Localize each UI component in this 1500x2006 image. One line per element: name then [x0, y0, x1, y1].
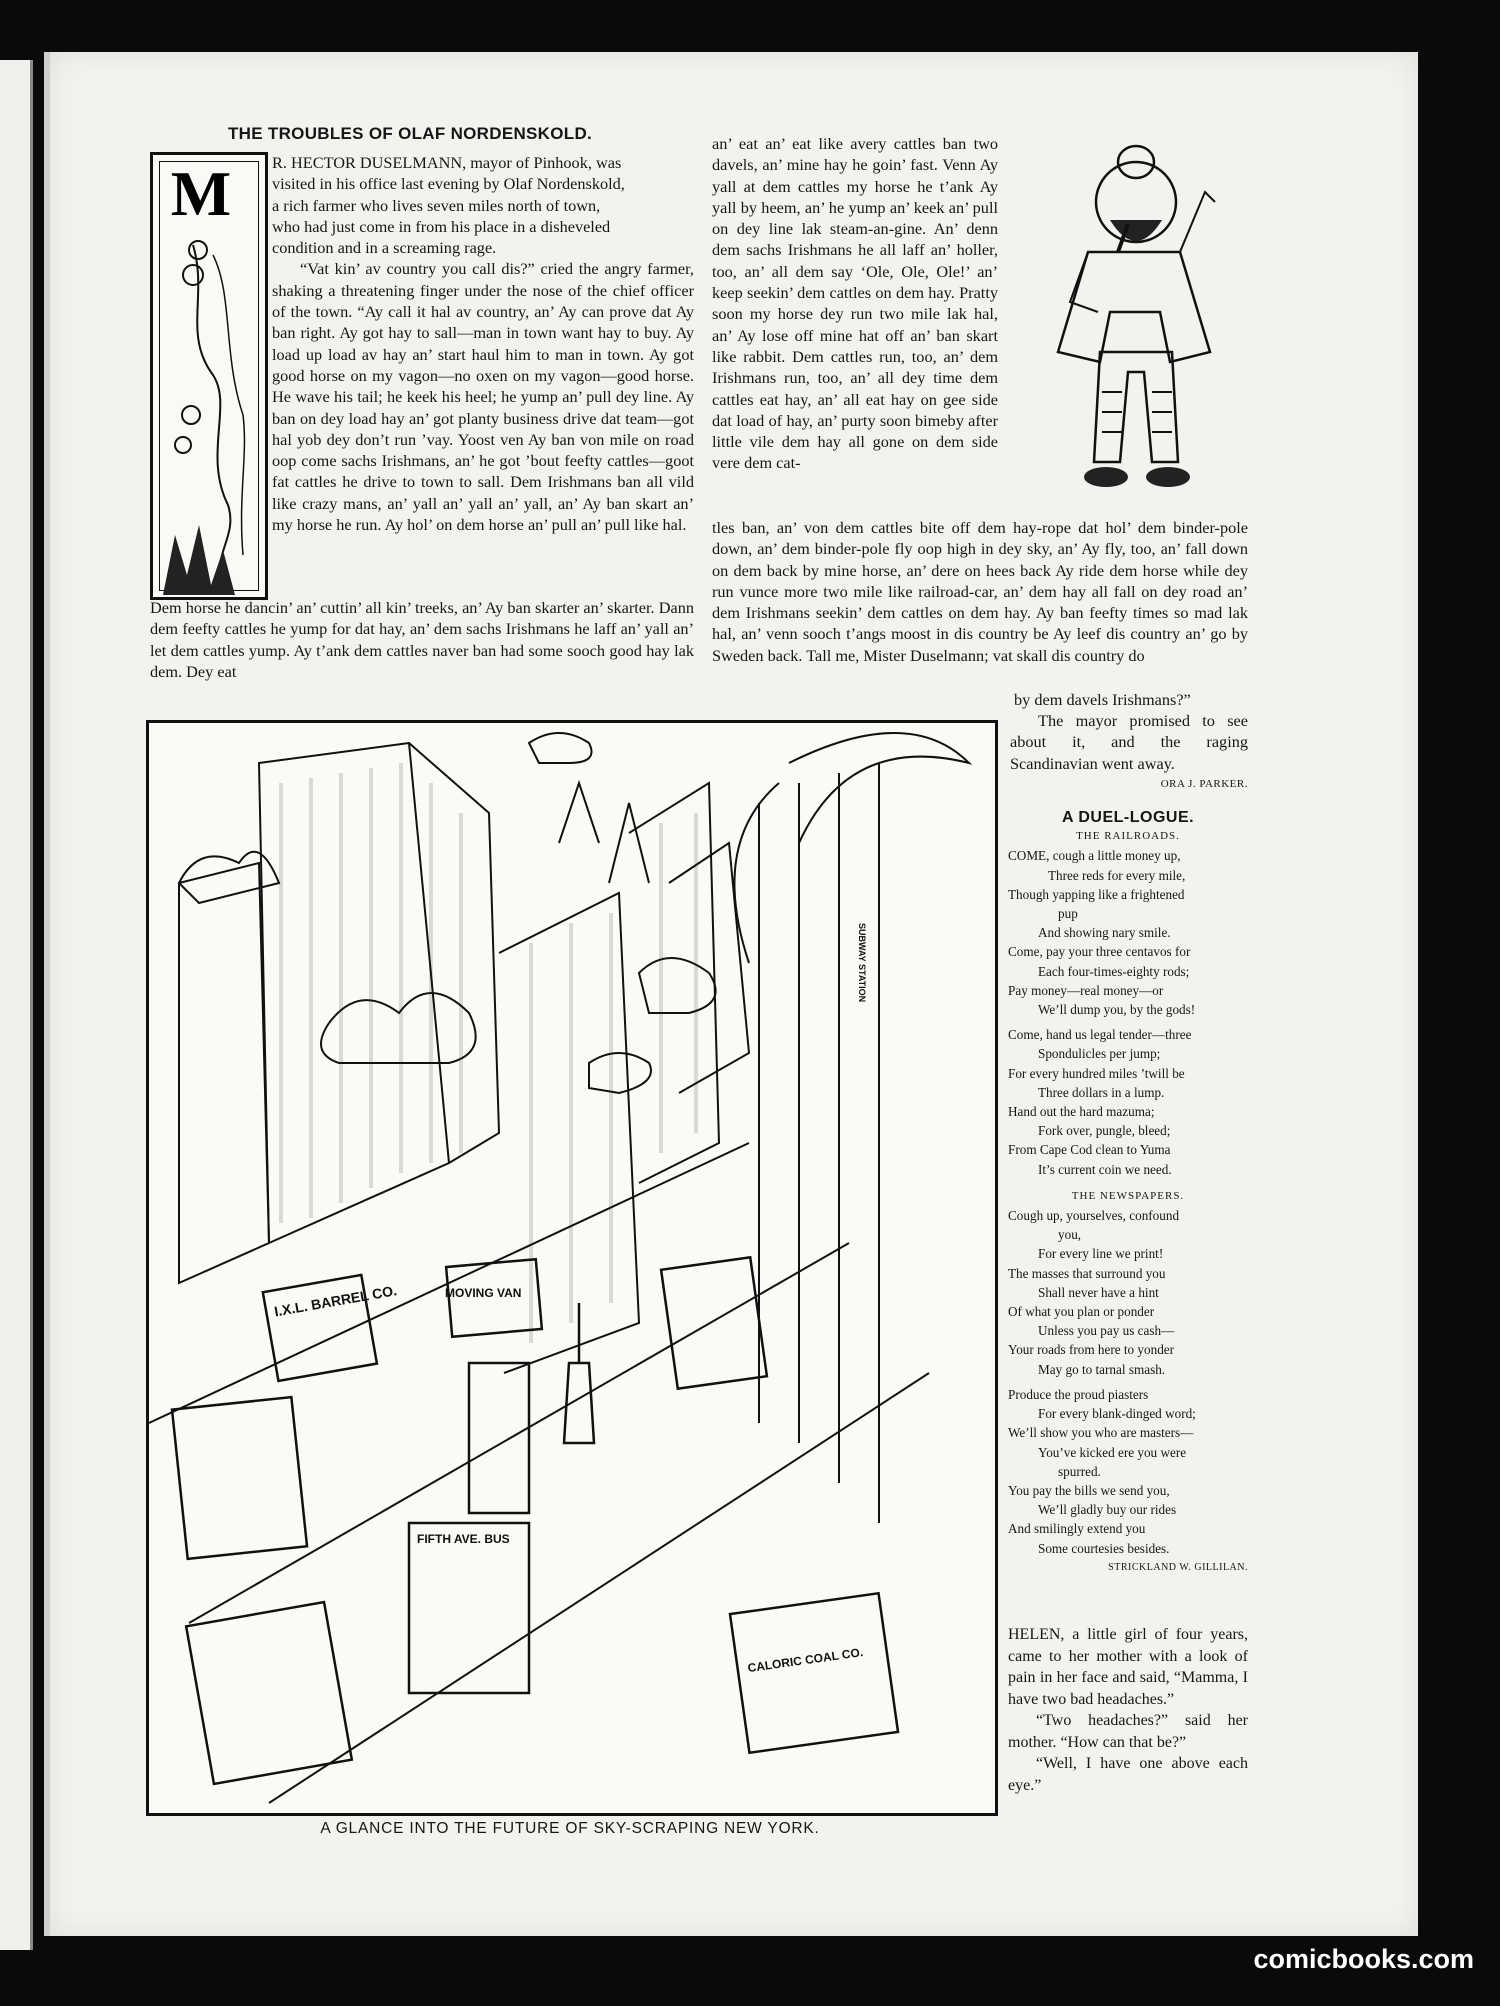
- intro-line: R. HECTOR DUSELMANN, mayor of Pinhook, was: [272, 153, 622, 172]
- mayor-text: The mayor promised to see about it, and the raging Scandinavian went away.: [1010, 711, 1248, 773]
- intro-line: a rich farmer who lives seven miles north of town,: [272, 195, 601, 215]
- article-col1-intro: [272, 152, 694, 535]
- poem-line: Your roads from here to yonder: [1008, 1342, 1175, 1358]
- poem-line: You’ve kicked ere you were: [1038, 1444, 1187, 1460]
- helen-paragraph: “Well, I have one above each eye.”: [1008, 1755, 1248, 1794]
- helen-paragraph: HELEN, a little girl of four years, came to her mother with a look of pain in her face and said, “Mamma, I have two bad headaches.”: [1008, 1626, 1248, 1708]
- article-col2: an’ eat an’ eat like avery cattles ban two davels, an’ mine hay he goin’ fast. Venn Ay yall at dem cattles my horse he t’ank Ay yall by heem, an’ he yump an’ keek an’ pull on dey line lak steam-an-gine. An’ denn dem sachs Irishmans he all laff an’ holler, too, an’ all dem say ‘Ole, Ole, Ole!’ an’ keep seekin’ dem cattles on dem hay. Pratty soon my horse dey run two mile lak hal, an’ Ay lose off mine hat off an’ ban skart like rabbit. Dem cattles run, too, an’ dem Irishmans run, too, an’ all dey time dem cattles eat hay, an’ all eat hay on gee side dat load of hay, an’ purty soon bimeby after little vile dem hay all gone on dem side vere dem cat-: [712, 134, 998, 473]
- poem-section-railroads: THE RAILROADS.: [1076, 830, 1180, 843]
- sign-ixl: I.X.L. BARREL CO.: [272, 1282, 399, 1320]
- poem-byline: STRICKLAND W. GILLILAN.: [1108, 1561, 1248, 1573]
- poem-line: Spondulicles per jump;: [1038, 1046, 1161, 1062]
- future-new-york-illustration: [146, 720, 998, 1816]
- poem-line: spurred.: [1058, 1463, 1101, 1479]
- initial-letter: M: [170, 158, 232, 229]
- illustration-caption: A GLANCE INTO THE FUTURE OF SKY-SCRAPING NEW YORK.: [320, 1820, 820, 1837]
- skyscraper-drawing: [149, 723, 995, 1813]
- poem-line: Three reds for every mile,: [1048, 867, 1186, 883]
- poem-line: Each four-times-eighty rods;: [1038, 963, 1190, 979]
- article-title: THE TROUBLES OF OLAF NORDENSKOLD.: [228, 124, 593, 143]
- article-col1-tail: Dem horse he dancin’ an’ cuttin’ all kin’ treeks, an’ Ay ban skarter an’ skarter. Dann dem feefty cattles he yump for dat hay, an’ dem sachs Irishmans he laff an’ yall an’ let dem cattles yump. Ay t’ank dem cattles naver ban had some sooch good hay lak dem. Dey eat: [150, 598, 694, 681]
- poem-line: For every blank-dinged word;: [1038, 1406, 1196, 1422]
- article-col2-wide: tles ban, an’ von dem cattles bite off dem hay-rope dat hol’ dem binder-pole down, an’ dem binder-pole fly oop high in dey sky, an’ Ay fly, too, an’ fall down on dem back by mine horse, an’ dere on hees back Ay ride dem horse while dey run vunce more two mile like railroad-car, an’ dem hay all fall on dey road an’ dem Irishmans seekin’ dem cattles on dem hay. Ay ban feefty times so mad lak hal, an’ venn sooch t’angs moost in dis country be Ay leef dis country an’ go by Sweden back. Tall me, Mister Duselmann; vat skall dis country do: [712, 518, 1248, 665]
- poem-section-newspapers: THE NEWSPAPERS.: [1071, 1189, 1185, 1202]
- poem-line: Come, hand us legal tender—three: [1008, 1027, 1192, 1043]
- poem-line: Fork over, pungle, bleed;: [1038, 1123, 1171, 1139]
- helen-anecdote: [1008, 1624, 1248, 1796]
- poem-line: pup: [1058, 906, 1078, 922]
- poem-line: It’s current coin we need.: [1038, 1161, 1172, 1177]
- poem-line: Come, pay your three centavos for: [1008, 944, 1191, 960]
- mayor-paragraph: [1010, 710, 1248, 795]
- poem-line: For every line we print!: [1038, 1246, 1164, 1262]
- intro-line: who had just come in from his place in a disheveled: [272, 216, 611, 236]
- article-paragraph: “Vat kin’ av country you call dis?” cried the angry farmer, shaking a threatening finger under the nose of the chief officer of the town. “Ay call it hal av country, an’ Ay can prove dat Ay ban right. Ay got hay to sall—man in town want hay to buy. Ay load up load av hay an’ start haul him to man in town. Ay got good horse on my vagon—no oxen on my vagon—good horse. He wave his tail; he keek his heel; he yump an’ pull dey line. Ay ban on dey load hay an’ got planty business drive dat team—got hal yob dey don’t run ’vay. Yoost ven Ay ban von mile on road oop come sachs Irishmans, an’ he got ’bout feefty cattles—goot fat cattles he drive to town to sall. Dem Irishmans ban all vild like crazy mans, an’ yall an’ yall an’ yall, an’ Ay ban skart an’ my horse he run. Ay hol’ on dem horse an’ pull an’ pull like hal.: [272, 259, 694, 535]
- poem-title: A DUEL-LOGUE.: [1061, 809, 1195, 826]
- poem-line: COME, cough a little money up,: [1008, 848, 1181, 864]
- duel-logue-poem: [1008, 808, 1248, 1577]
- intro-line: visited in his office last evening by Olaf Nordenskold,: [272, 174, 625, 194]
- ornamental-initial-m: [150, 152, 268, 600]
- poem-line: We’ll dump you, by the gods!: [1038, 1002, 1196, 1018]
- poem-line: From Cape Cod clean to Yuma: [1008, 1142, 1171, 1158]
- poem-line: And showing nary smile.: [1038, 925, 1171, 941]
- site-watermark: comicbooks.com: [1253, 1944, 1474, 1974]
- poem-line: For every hundred miles ’twill be: [1008, 1065, 1185, 1081]
- poem-line: Unless you pay us cash—: [1038, 1323, 1175, 1339]
- poem-line: you,: [1058, 1227, 1082, 1243]
- poem-line: We’ll show you who are masters—: [1008, 1425, 1194, 1441]
- poem-line: May go to tarnal smash.: [1038, 1361, 1166, 1377]
- intro-line: condition and in a screaming rage.: [272, 238, 497, 258]
- sign-caloric-coal: CALORIC COAL CO.: [746, 1645, 864, 1676]
- farmer-cartoon: [1010, 132, 1250, 502]
- poem-line: Three dollars in a lump.: [1038, 1084, 1165, 1100]
- poem-line: You pay the bills we send you,: [1008, 1482, 1170, 1498]
- poem-line: And smilingly extend you: [1008, 1521, 1146, 1537]
- previous-page-edge: [0, 60, 33, 1950]
- ornament-illustration: [153, 155, 265, 597]
- sign-subway-station: SUBWAY STATION: [857, 923, 867, 1003]
- poem-line: Of what you plan or ponder: [1008, 1304, 1155, 1320]
- sign-fifth-ave-bus: FIFTH AVE. BUS: [417, 1532, 510, 1546]
- poem-line: Hand out the hard mazuma;: [1008, 1104, 1155, 1120]
- helen-paragraph: “Two headaches?” said her mother. “How can that be?”: [1008, 1712, 1248, 1751]
- poem-line: The masses that surround you: [1008, 1265, 1166, 1281]
- poem-line: Some courtesies besides.: [1038, 1540, 1170, 1556]
- poem-line: Shall never have a hint: [1038, 1284, 1159, 1300]
- poem-line: We’ll gladly buy our rides: [1038, 1502, 1177, 1518]
- article-byline: ORA J. PARKER.: [1160, 777, 1248, 790]
- poem-line: Though yapping like a frightened: [1008, 886, 1185, 902]
- sign-moving-van: MOVING VAN: [445, 1286, 522, 1300]
- article-col2-end: by dem davels Irishmans?”: [1014, 690, 1191, 709]
- poem-line: Produce the proud piasters: [1008, 1386, 1149, 1402]
- poem-line: Pay money—real money—or: [1008, 982, 1164, 998]
- poem-line: Cough up, yourselves, confound: [1008, 1208, 1180, 1224]
